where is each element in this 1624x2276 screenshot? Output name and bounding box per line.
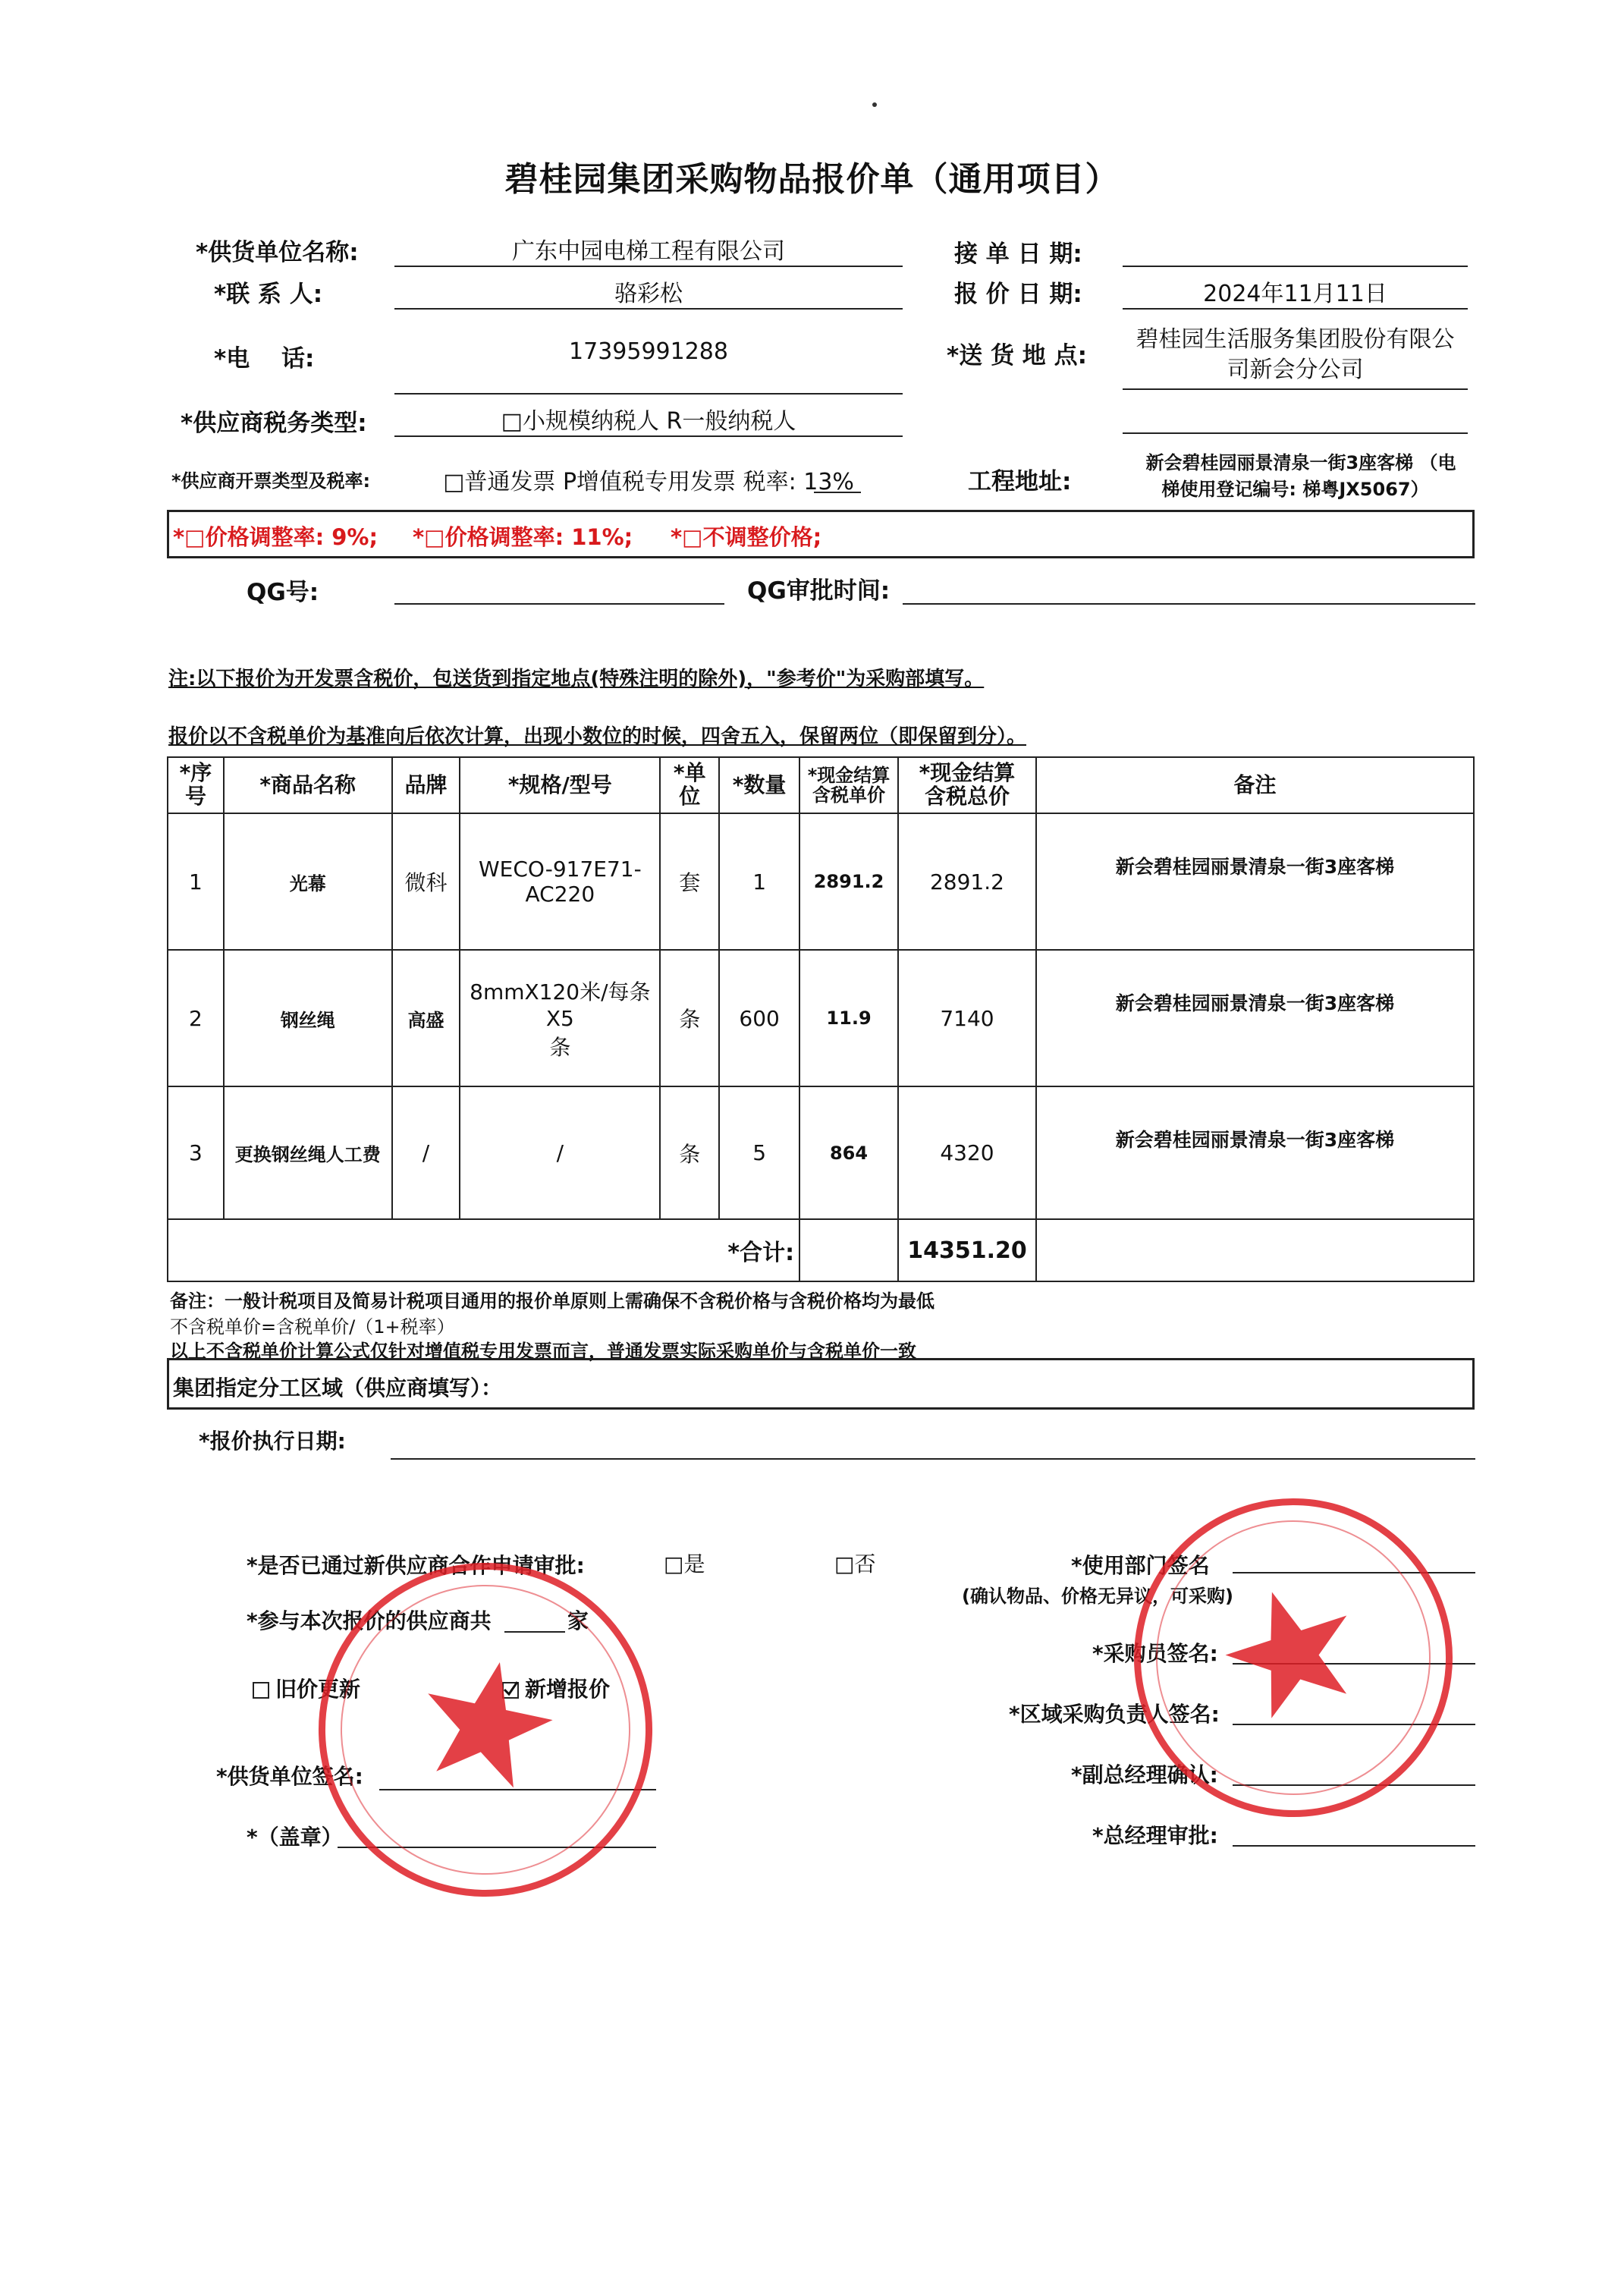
col-total-l1: *现金结算 xyxy=(919,760,1016,786)
col-unit-price-l1: *现金结算 xyxy=(807,764,891,786)
row-unit[interactable]: 条 xyxy=(660,950,719,1086)
new-price-label: 新增报价 xyxy=(525,1677,611,1702)
row-total[interactable]: 7140 xyxy=(898,950,1036,1086)
vp-confirm-label: *副总经理确认: xyxy=(1071,1762,1218,1787)
col-name: *商品名称 xyxy=(224,757,392,813)
table-header-row xyxy=(168,757,1474,813)
supplier-underline xyxy=(394,266,903,267)
invoice-label: *供应商开票类型及税率: xyxy=(171,470,371,492)
col-total xyxy=(898,757,1036,813)
qg-time-input-line[interactable] xyxy=(903,603,1475,605)
row-price[interactable]: 2891.2 xyxy=(799,813,898,950)
row-total[interactable]: 4320 xyxy=(898,1086,1036,1219)
row-name[interactable]: 光幕 xyxy=(224,813,392,950)
yes-checkbox[interactable]: □是 xyxy=(664,1551,705,1577)
participants-unit: 家 xyxy=(567,1608,589,1633)
contact-underline xyxy=(394,308,903,310)
row-brand[interactable]: 微科 xyxy=(392,813,460,950)
supplier-seal-stamp xyxy=(287,1532,683,1928)
order-date-underline xyxy=(1123,266,1468,267)
no-checkbox[interactable]: □否 xyxy=(834,1551,876,1577)
buyer-sign-label: *采购员签名: xyxy=(1092,1641,1218,1666)
phone-underline xyxy=(394,393,903,395)
tax-type-value[interactable]: □小规模纳税人 R一般纳税人 xyxy=(501,408,796,435)
row-spec-l1: 8mmX120米/每条X5 xyxy=(470,979,651,1031)
supplier-sign-label: *供货单位签名: xyxy=(216,1764,363,1789)
page-title: 碧桂园集团采购物品报价单（通用项目） xyxy=(504,160,1120,199)
project-address-label: 工程地址: xyxy=(968,468,1072,495)
invoice-value[interactable]: □普通发票 P增值税专用发票 税率: 13% xyxy=(443,469,854,495)
regional-sign-label: *区域采购负责人签名: xyxy=(1009,1702,1220,1727)
tax-type-label: *供应商税务类型: xyxy=(181,410,367,437)
order-date-label: 接 单 日 期: xyxy=(954,240,1082,268)
delivery-label: *送 货 地 点: xyxy=(947,342,1087,369)
row-name[interactable]: 更换钢丝绳人工费 xyxy=(224,1086,392,1219)
col-total-l2: 含税总价 xyxy=(924,784,1010,809)
gm-approve-line[interactable] xyxy=(1233,1845,1475,1847)
old-price-label: 旧价更新 xyxy=(275,1677,361,1702)
project-address-line2: 梯使用登记编号: 梯粤JX5067） xyxy=(1161,479,1429,500)
col-remark: 备注 xyxy=(1036,757,1474,813)
remark-line3: 以上不含税单价计算公式仅针对增值税专用发票而言，普通发票实际采购单价与含税单价一致 xyxy=(170,1341,916,1362)
col-unit-price-l2: 含税单价 xyxy=(812,784,886,806)
exec-date-label: *报价执行日期: xyxy=(199,1429,346,1454)
col-qty: *数量 xyxy=(719,757,799,813)
row-spec-l2: AC220 xyxy=(525,882,595,907)
col-unit: *单位 xyxy=(660,757,719,813)
note-tax-included: 注:以下报价为开发票含税价，包送货到指定地点(特殊注明的除外)，"参考价"为采购部填写。 xyxy=(168,668,985,690)
no-adjust[interactable]: *□不调整价格; xyxy=(671,524,822,550)
buyer-seal-stamp xyxy=(1092,1457,1494,1858)
supplier-label: *供货单位名称: xyxy=(196,239,359,266)
total-value[interactable]: 14351.20 xyxy=(898,1219,1036,1281)
table-total-row xyxy=(168,1219,1474,1281)
row-no: 1 xyxy=(168,813,224,950)
old-price-checkbox[interactable] xyxy=(253,1682,269,1699)
col-spec: *规格/型号 xyxy=(460,757,660,813)
row-spec[interactable] xyxy=(460,1086,660,1219)
row-remark[interactable]: 新会碧桂园丽景清泉一街3座客梯 xyxy=(1036,1086,1474,1219)
dept-sign-label: *使用部门签名 xyxy=(1071,1553,1210,1578)
row-remark[interactable]: 新会碧桂园丽景清泉一街3座客梯 xyxy=(1036,950,1474,1086)
total-remark-cell xyxy=(1036,1219,1474,1281)
tax-type-underline xyxy=(394,435,903,437)
gm-approve-label: *总经理审批: xyxy=(1092,1823,1218,1848)
quote-date-underline xyxy=(1123,308,1468,310)
delivery-underline xyxy=(1123,388,1468,390)
total-empty-cell xyxy=(799,1219,898,1281)
col-no: *序号 xyxy=(168,757,224,813)
remark-line2: 不含税单价=含税单价/（1+税率） xyxy=(170,1316,455,1338)
qg-time-label: QG审批时间: xyxy=(747,577,891,605)
row-qty[interactable]: 1 xyxy=(719,813,799,950)
qg-input-line[interactable] xyxy=(394,603,724,605)
table-row xyxy=(168,1086,1474,1219)
buyer-seal-star-icon xyxy=(1101,1466,1486,1850)
row-brand[interactable]: / xyxy=(392,1086,460,1219)
total-label: *合计: xyxy=(168,1219,799,1281)
row-price[interactable]: 864 xyxy=(799,1086,898,1219)
col-brand: 品牌 xyxy=(392,757,460,813)
quote-date-value[interactable]: 2024年11月11日 xyxy=(1203,281,1387,307)
table-row xyxy=(168,950,1474,1086)
row-name[interactable]: 钢丝绳 xyxy=(224,950,392,1086)
row-brand[interactable]: 高盛 xyxy=(392,950,460,1086)
row-spec[interactable] xyxy=(460,950,660,1086)
phone-value[interactable]: 17395991288 xyxy=(569,338,728,365)
row-spec[interactable] xyxy=(460,813,660,950)
contact-label: *联 系 人: xyxy=(214,281,323,308)
adjust-rate-9[interactable]: *□价格调整率: 9%; xyxy=(173,524,379,550)
delivery-value-line2[interactable]: 司新会分公司 xyxy=(1227,357,1364,383)
group-area-label: 集团指定分工区域（供应商填写）： xyxy=(173,1375,503,1400)
qg-label: QG号: xyxy=(247,579,319,606)
note-rounding: 报价以不含税单价为基准向后依次计算，出现小数位的时候，四舍五入，保留两位（即保留到分）。 xyxy=(168,725,1027,748)
participants-label: *参与本次报价的供应商共 xyxy=(247,1608,492,1633)
supplier-value[interactable]: 广东中园电梯工程有限公司 xyxy=(512,238,785,265)
quote-table xyxy=(167,756,1475,1282)
project-address-line1: 新会碧桂园丽景清泉一街3座客梯 （电 xyxy=(1145,452,1456,473)
row-spec-l1: WECO-917E71- xyxy=(478,857,642,882)
row-qty[interactable]: 600 xyxy=(719,950,799,1086)
contact-value[interactable]: 骆彩松 xyxy=(614,281,683,307)
row-no: 2 xyxy=(168,950,224,1086)
row-remark[interactable]: 新会碧桂园丽景清泉一街3座客梯 xyxy=(1036,813,1474,950)
phone-label: *电 话: xyxy=(214,345,315,373)
col-unit-price xyxy=(799,757,898,813)
row-no: 3 xyxy=(168,1086,224,1219)
right-spacer-underline xyxy=(1123,432,1468,434)
row-unit[interactable]: 套 xyxy=(660,813,719,950)
table-row xyxy=(168,813,1474,950)
row-unit[interactable]: 条 xyxy=(660,1086,719,1219)
seal-label: *（盖章） xyxy=(247,1825,343,1850)
delivery-value-line1[interactable]: 碧桂园生活服务集团股份有限公 xyxy=(1136,326,1455,353)
new-supplier-question: *是否已通过新供应商合作申请审批: xyxy=(247,1553,585,1578)
tax-rate-underline xyxy=(814,492,861,493)
adjust-rate-11[interactable]: *□价格调整率: 11%; xyxy=(413,524,633,550)
dept-confirm-note: (确认物品、价格无异议，可采购) xyxy=(962,1586,1233,1607)
quote-date-label: 报 价 日 期: xyxy=(954,281,1082,308)
speck xyxy=(872,102,877,107)
row-total[interactable]: 2891.2 xyxy=(898,813,1036,950)
supplier-seal-star-icon xyxy=(296,1540,676,1920)
row-spec-l1: / xyxy=(556,1140,564,1165)
row-qty[interactable]: 5 xyxy=(719,1086,799,1219)
row-price[interactable]: 11.9 xyxy=(799,950,898,1086)
exec-date-input-line[interactable] xyxy=(391,1458,1475,1460)
remark-line1: 备注：一般计税项目及简易计税项目通用的报价单原则上需确保不含税价格与含税价格均为最低 xyxy=(170,1290,935,1312)
row-spec-l2: 条 xyxy=(549,1034,571,1060)
